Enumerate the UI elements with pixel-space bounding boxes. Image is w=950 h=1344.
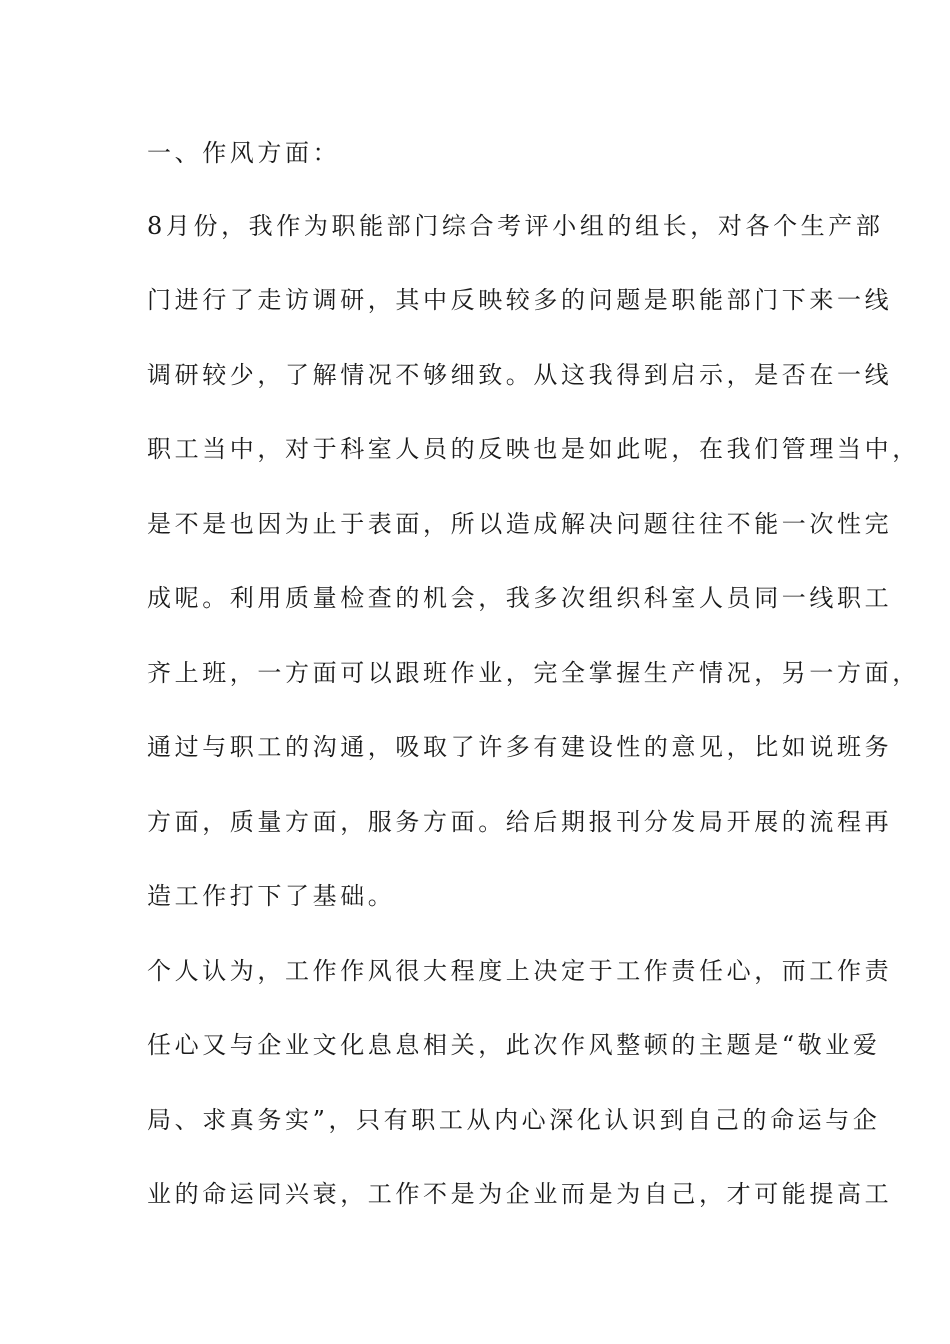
- paragraph-line: 个人认为，工作作风很大程度上决定于工作责任心，而工作责: [147, 957, 893, 985]
- paragraph-line: 方面，质量方面，服务方面。给后期报刊分发局开展的流程再: [147, 808, 893, 836]
- paragraph-line: 齐上班，一方面可以跟班作业，完全掌握生产情况，另一方面，: [147, 659, 920, 687]
- paragraph-line: 成呢。利用质量检查的机会，我多次组织科室人员同一线职工: [147, 584, 893, 612]
- paragraph-line: 门进行了走访调研，其中反映较多的问题是职能部门下来一线: [147, 286, 893, 314]
- section-heading: 一、作风方面：: [147, 139, 341, 167]
- paragraph-line: 职工当中，对于科室人员的反映也是如此呢，在我们管理当中，: [147, 435, 920, 463]
- paragraph-line: 通过与职工的沟通，吸取了许多有建设性的意见，比如说班务: [147, 733, 893, 761]
- paragraph-line: 任心又与企业文化息息相关，此次作风整顿的主题是“敬业爱: [147, 1031, 881, 1059]
- paragraph-line: 局、求真务实”，只有职工从内心深化认识到自己的命运与企: [147, 1106, 881, 1134]
- paragraph-line: 调研较少，了解情况不够细致。从这我得到启示，是否在一线: [147, 361, 893, 389]
- paragraph-line: 是不是也因为止于表面，所以造成解决问题往往不能一次性完: [147, 510, 893, 538]
- paragraph-line: 8月份，我作为职能部门综合考评小组的组长，对各个生产部: [147, 212, 884, 240]
- paragraph-line: 造工作打下了基础。: [147, 882, 396, 910]
- paragraph-line: 业的命运同兴衰，工作不是为企业而是为自己，才可能提高工: [147, 1180, 893, 1208]
